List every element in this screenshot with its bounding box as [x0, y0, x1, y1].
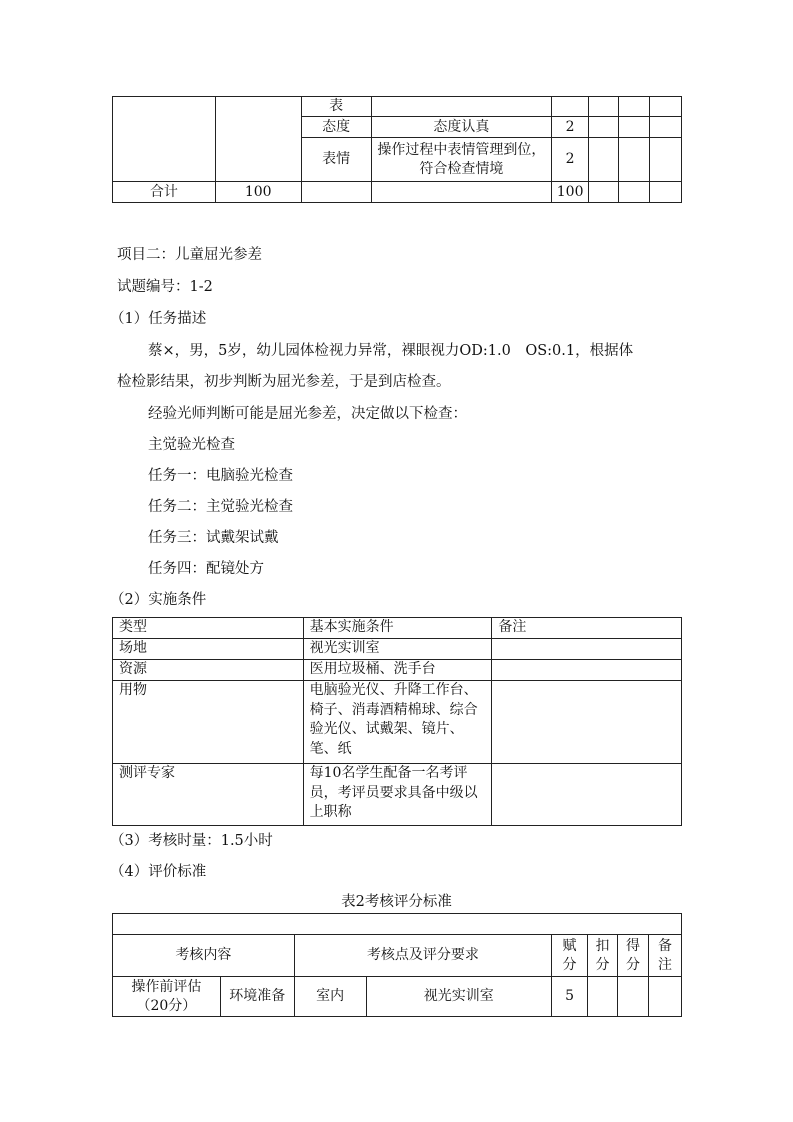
- table-cell: 态度: [301, 117, 371, 138]
- total-label: 合计: [113, 182, 216, 203]
- table-cell: [492, 764, 682, 826]
- table-cell: 2: [552, 138, 589, 182]
- paragraph: 蔡×，男，5岁，幼儿园体检视力异常，裸眼视力OD:1.0 OS:0.1，根据体: [148, 343, 634, 359]
- section-heading: （2）实施条件: [110, 592, 207, 608]
- table-header: 基本实施条件: [303, 618, 492, 639]
- table-cell: 表: [301, 97, 371, 117]
- table-cell: 测评专家: [113, 764, 304, 826]
- table-header: 备注: [648, 935, 681, 977]
- score-table-continued: [112, 96, 682, 203]
- table-cell: [492, 681, 682, 764]
- table-cell: 每10名学生配备一名考评员，考评员要求具备中级以上职称: [303, 764, 492, 826]
- exam-time: （3）考核时量：1.5小时: [110, 833, 273, 849]
- task-item: 任务一：电脑验光检查: [148, 468, 293, 484]
- table-cell: [113, 97, 216, 182]
- table-cell: 室内: [294, 977, 366, 1017]
- table-header: 扣分: [588, 935, 618, 977]
- table-cell: 2: [552, 117, 589, 138]
- table-cell: [492, 639, 682, 660]
- table-cell: 资源: [113, 660, 304, 681]
- table-cell: [552, 97, 589, 117]
- table-cell: 操作前评估（20分）: [113, 977, 221, 1017]
- table-header: 类型: [113, 618, 304, 639]
- project-title: 项目二：儿童屈光参差: [117, 247, 262, 263]
- table-cell: 用物: [113, 681, 304, 764]
- section-heading: （4）评价标准: [110, 864, 207, 880]
- task-item: 任务二：主觉验光检查: [148, 499, 293, 515]
- table-cell: 操作过程中表情管理到位，符合检查情境: [371, 138, 552, 182]
- paragraph: 经验光师判断可能是屈光参差，决定做以下检查：: [148, 406, 467, 422]
- table-cell: [492, 660, 682, 681]
- table-header: 备注: [492, 618, 682, 639]
- table-cell: [215, 97, 301, 182]
- total-score: 100: [215, 182, 301, 203]
- table-header: 赋分: [552, 935, 588, 977]
- table-header: 得分: [618, 935, 649, 977]
- table-cell: 态度认真: [371, 117, 552, 138]
- table-cell: 医用垃圾桶、洗手台: [303, 660, 492, 681]
- table-cell: 环境准备: [220, 977, 294, 1017]
- scoring-table: [112, 913, 682, 1017]
- total-sum: 100: [552, 182, 589, 203]
- table-cell: 表情: [301, 138, 371, 182]
- table-header: 考核点及评分要求: [294, 935, 551, 977]
- table-cell: 5: [552, 977, 588, 1017]
- paragraph: 主觉验光检查: [148, 437, 235, 453]
- conditions-table: [112, 617, 682, 826]
- table-cell: 视光实训室: [366, 977, 552, 1017]
- section-heading: （1）任务描述: [110, 311, 207, 327]
- table-header: 考核内容: [113, 935, 295, 977]
- table-cell: 场地: [113, 639, 304, 660]
- task-item: 任务四：配镜处方: [148, 561, 264, 577]
- question-code: 试题编号：1-2: [117, 279, 213, 295]
- task-item: 任务三：试戴架试戴: [148, 530, 279, 546]
- table-cell: 视光实训室: [303, 639, 492, 660]
- table-cell: [371, 97, 552, 117]
- paragraph: 检检影结果，初步判断为屈光参差，于是到店检查。: [117, 374, 451, 390]
- table-caption: 表2考核评分标准: [341, 894, 452, 910]
- table-cell: 电脑验光仪、升降工作台、椅子、消毒酒精棉球、综合验光仪、试戴架、镜片、笔、纸: [303, 681, 492, 764]
